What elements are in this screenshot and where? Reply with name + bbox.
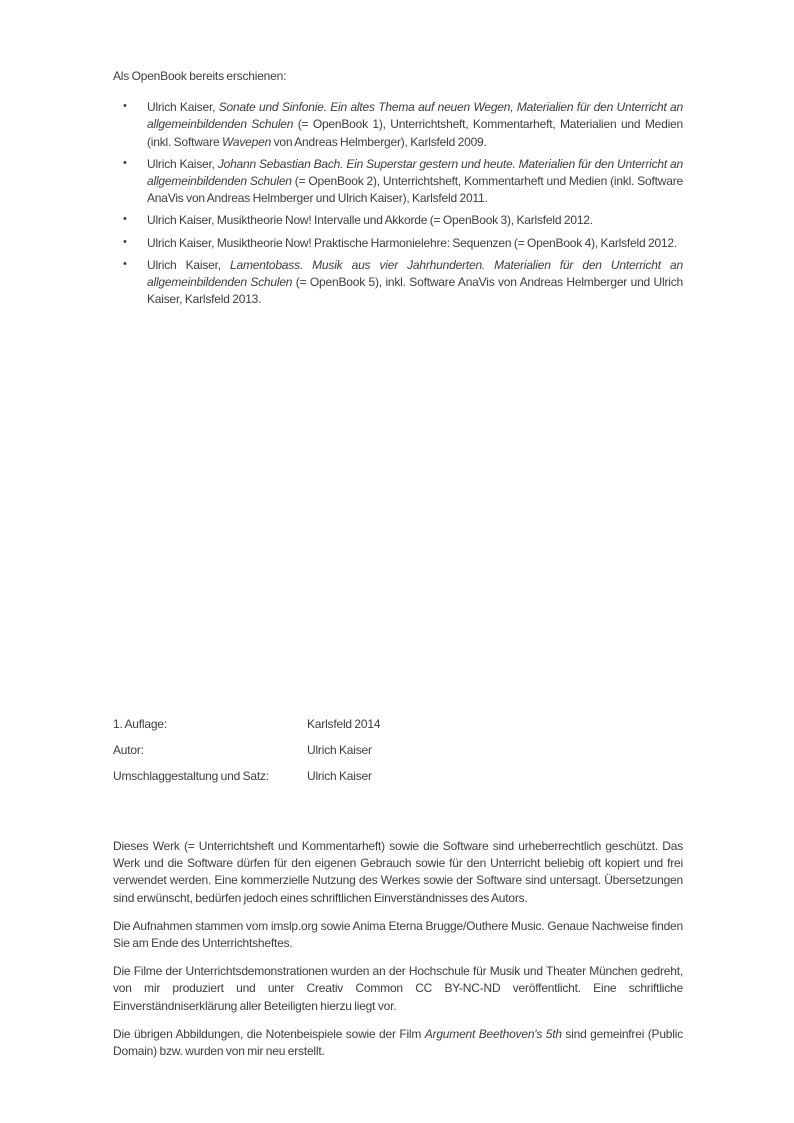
colophon-value: Karlsfeld 2014 bbox=[307, 717, 381, 731]
openbook-entry bbox=[113, 156, 683, 208]
openbook-entry bbox=[113, 235, 683, 252]
openbook-entry bbox=[113, 212, 683, 229]
legal-paragraph-recordings: Die Aufnahmen stammen vom imslp.org sowie Anima Eterna Brugge/Outhere Music. Genaue Nachweise finden Sie am Ende des Unterrichtsheftes. bbox=[113, 918, 683, 951]
openbook-entry-text: Ulrich Kaiser, Johann Sebastian Bach. Ein Superstar gestern und heute. Materialien für den Unterricht an allgemeinbildenden Schulen (= OpenBook 2), Unterrichtsheft, Kommentarheft und Medien (inkl. Software AnaVis von Andreas Helmberger und Ulrich Kaiser), Karlsfeld 2011. bbox=[147, 156, 684, 206]
openbook-entry-text: Ulrich Kaiser, Musiktheorie Now! Praktische Harmonielehre: Sequenzen (= OpenBook 4), Karlsfeld 2012. bbox=[147, 235, 678, 250]
bullet-icon: • bbox=[123, 257, 127, 270]
openbook-entry-text: Ulrich Kaiser, Lamentobass. Musik aus vier Jahrhunderten. Materialien für den Unterricht an allgemeinbildenden Schulen (= OpenBook 5), inkl. Software AnaVis von Andreas Helmberger und Ulrich Kaiser, Karlsfeld 2013. bbox=[147, 257, 683, 307]
colophon-section bbox=[113, 716, 683, 793]
bullet-icon: • bbox=[123, 213, 127, 226]
bullet-icon: • bbox=[123, 100, 127, 113]
published-openbooks-section bbox=[113, 68, 683, 313]
colophon-label: Umschlaggestaltung und Satz: bbox=[113, 768, 269, 783]
openbook-list bbox=[113, 99, 683, 308]
section-heading: Als OpenBook bereits erschienen: bbox=[113, 69, 287, 83]
colophon-row bbox=[113, 716, 683, 733]
bullet-icon: • bbox=[123, 156, 127, 169]
bullet-icon: • bbox=[123, 235, 127, 248]
legal-paragraph-images: Die übrigen Abbildungen, die Notenbeispiele sowie der Film Argument Beethoven's 5th sind gemeinfrei (Public Domain) bzw. wurden von mir neu erstellt. bbox=[113, 1026, 684, 1059]
openbook-entry-text: Ulrich Kaiser, Sonate und Sinfonie. Ein altes Thema auf neuen Wegen, Materialien für den Unterricht an allgemeinbildenden Schulen (= OpenBook 1), Unterrichtsheft, Kommentarheft, Materialien und Medien (inkl. Software Wavepen von Andreas Helmberger), Karlsfeld 2009. bbox=[147, 100, 684, 149]
colophon-row bbox=[113, 768, 683, 785]
colophon-value: Ulrich Kaiser bbox=[307, 742, 372, 757]
openbook-entry-text: Ulrich Kaiser, Musiktheorie Now! Intervalle und Akkorde (= OpenBook 3), Karlsfeld 2012. bbox=[147, 213, 593, 228]
colophon-label: 1. Auflage: bbox=[113, 717, 167, 731]
legal-section bbox=[113, 838, 683, 1071]
colophon-value: Ulrich Kaiser bbox=[307, 768, 372, 783]
openbook-entry bbox=[113, 257, 683, 309]
colophon-label: Autor: bbox=[113, 742, 144, 757]
colophon-row bbox=[113, 742, 683, 759]
legal-paragraph-copyright: Dieses Werk (= Unterrichtsheft und Kommentarheft) sowie die Software sind urheberrechtlich geschützt. Das Werk und die Software dürfen für den eigenen Gebrauch sowie für den Unterricht beliebig oft kopiert und frei verwendet werden. Eine kommerzielle Nutzung des Werkes sowie der Software sind untersagt. Übersetzungen sind erwünscht, bedürfen jedoch eines schriftlichen Einverständnisses des Autors. bbox=[113, 839, 683, 905]
legal-paragraph-films: Die Filme der Unterrichtsdemonstrationen wurden an der Hochschule für Musik und Theater München gedreht, von mir produziert und unter Creativ Common CC BY-NC-ND veröffentlicht. Eine schriftliche Einverständniserklärung aller Beteiligten hierzu liegt vor. bbox=[113, 964, 683, 1013]
openbook-entry bbox=[113, 99, 683, 151]
